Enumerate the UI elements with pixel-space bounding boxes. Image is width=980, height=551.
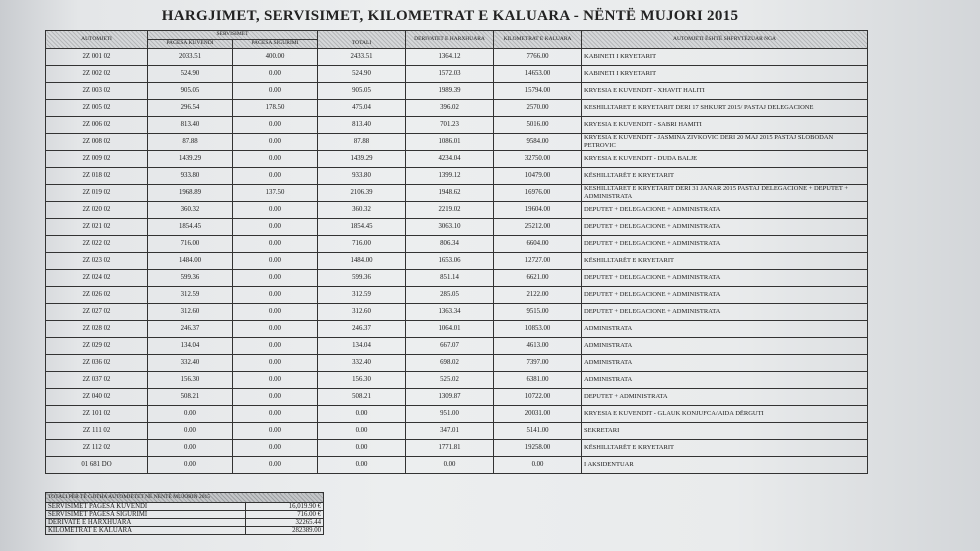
totali-cell: 134.04 [318, 337, 406, 354]
kilometrat-cell: 9515.00 [494, 303, 582, 320]
totals-row [46, 503, 324, 511]
vehicle-code: 2Z 019 02 [46, 184, 148, 201]
shfrytezuar-cell: DEPUTET + ADMINISTRATA [582, 388, 868, 405]
pagesa-sigurimi-cell: 0.00 [233, 439, 318, 456]
table-row [46, 252, 868, 269]
pagesa-sigurimi-cell: 0.00 [233, 82, 318, 99]
kilometrat-cell: 20031.00 [494, 405, 582, 422]
kilometrat-cell: 6621.00 [494, 269, 582, 286]
totali-cell: 508.21 [318, 388, 406, 405]
kilometrat-cell: 7766.00 [494, 48, 582, 65]
table-row [46, 48, 868, 65]
pagesa-sigurimi-cell: 178.50 [233, 99, 318, 116]
pagesa-sigurimi-cell: 0.00 [233, 371, 318, 388]
vehicle-code: 2Z 009 02 [46, 150, 148, 167]
pagesa-kuvendi-cell: 87.88 [148, 133, 233, 150]
vehicle-code: 2Z 005 02 [46, 99, 148, 116]
totali-cell: 2106.39 [318, 184, 406, 201]
table-body [46, 48, 868, 473]
kilometrat-cell: 9584.00 [494, 133, 582, 150]
totali-cell: 524.90 [318, 65, 406, 82]
totals-value: 16,019.90 € [246, 503, 324, 511]
kilometrat-cell: 16976.00 [494, 184, 582, 201]
totals-value: 716.00 € [246, 511, 324, 519]
table-row [46, 218, 868, 235]
derivate-cell: 525.02 [406, 371, 494, 388]
table-row [46, 371, 868, 388]
shfrytezuar-cell: DEPUTET + DELEGACIONE + ADMINISTRATA [582, 303, 868, 320]
kilometrat-cell: 15794.00 [494, 82, 582, 99]
shfrytezuar-cell: KRYESIA E KUVENDIT - JASMINA ZIVKOVIC DERI 20 MAJ 2015 PASTAJ SLOBODAN PETROVIC [582, 133, 868, 150]
shfrytezuar-cell: ADMINISTRATA [582, 354, 868, 371]
pagesa-kuvendi-cell: 1968.89 [148, 184, 233, 201]
totals-label: SERVISIMET PAGESA SIGURIMI [46, 511, 246, 519]
pagesa-sigurimi-cell: 0.00 [233, 167, 318, 184]
vehicle-code: 2Z 003 02 [46, 82, 148, 99]
derivate-cell: 285.05 [406, 286, 494, 303]
pagesa-kuvendi-cell: 524.90 [148, 65, 233, 82]
kilometrat-cell: 12727.00 [494, 252, 582, 269]
kilometrat-cell: 0.00 [494, 456, 582, 473]
shfrytezuar-cell: KRYESIA E KUVENDIT - SABRI HAMITI [582, 116, 868, 133]
kilometrat-cell: 14653.00 [494, 65, 582, 82]
pagesa-sigurimi-cell: 0.00 [233, 422, 318, 439]
totali-cell: 933.80 [318, 167, 406, 184]
derivate-cell: 4234.04 [406, 150, 494, 167]
vehicle-code: 2Z 112 02 [46, 439, 148, 456]
pagesa-sigurimi-cell: 0.00 [233, 218, 318, 235]
derivate-cell: 396.02 [406, 99, 494, 116]
table-row [46, 235, 868, 252]
kilometrat-cell: 7397.00 [494, 354, 582, 371]
table-row [46, 405, 868, 422]
vehicle-code: 2Z 021 02 [46, 218, 148, 235]
vehicle-code: 2Z 036 02 [46, 354, 148, 371]
shfrytezuar-cell: ADMINISTRATA [582, 337, 868, 354]
totali-cell: 1484.00 [318, 252, 406, 269]
pagesa-kuvendi-cell: 933.80 [148, 167, 233, 184]
vehicle-code: 2Z 022 02 [46, 235, 148, 252]
totals-table [45, 492, 324, 535]
vehicle-code: 2Z 037 02 [46, 371, 148, 388]
pagesa-kuvendi-cell: 360.32 [148, 201, 233, 218]
totali-cell: 360.32 [318, 201, 406, 218]
pagesa-sigurimi-cell: 0.00 [233, 269, 318, 286]
vehicle-code: 2Z 006 02 [46, 116, 148, 133]
vehicle-code: 2Z 024 02 [46, 269, 148, 286]
vehicle-code: 2Z 023 02 [46, 252, 148, 269]
table-row [46, 303, 868, 320]
pagesa-sigurimi-cell: 0.00 [233, 116, 318, 133]
pagesa-kuvendi-cell: 1854.45 [148, 218, 233, 235]
table-row [46, 422, 868, 439]
shfrytezuar-cell: DEPUTET + DELEGACIONE + ADMINISTRATA [582, 269, 868, 286]
derivate-cell: 1653.06 [406, 252, 494, 269]
totali-cell: 1854.45 [318, 218, 406, 235]
table-row [46, 286, 868, 303]
derivate-cell: 1309.87 [406, 388, 494, 405]
pagesa-sigurimi-cell: 0.00 [233, 133, 318, 150]
pagesa-kuvendi-cell: 312.60 [148, 303, 233, 320]
shfrytezuar-cell: KABINETI I KRYETARIT [582, 65, 868, 82]
pagesa-sigurimi-cell: 137.50 [233, 184, 318, 201]
vehicle-code: 2Z 001 02 [46, 48, 148, 65]
pagesa-kuvendi-cell: 246.37 [148, 320, 233, 337]
totali-cell: 0.00 [318, 456, 406, 473]
header-automjeti: AUTOMJETI [46, 31, 148, 49]
kilometrat-cell: 25212.00 [494, 218, 582, 235]
vehicle-code: 2Z 101 02 [46, 405, 148, 422]
shfrytezuar-cell: DEPUTET + DELEGACIONE + ADMINISTRATA [582, 235, 868, 252]
derivate-cell: 347.01 [406, 422, 494, 439]
derivate-cell: 1064.01 [406, 320, 494, 337]
header-totali: TOTALI [318, 31, 406, 49]
shfrytezuar-cell: KESHILLTARET E KRYETARIT DERI 17 SHKURT 2015/ PASTAJ DELEGACIONE [582, 99, 868, 116]
table-row [46, 133, 868, 150]
table-row [46, 82, 868, 99]
shfrytezuar-cell: ADMINISTRATA [582, 371, 868, 388]
derivate-cell: 1086.01 [406, 133, 494, 150]
vehicles-table [45, 30, 868, 474]
kilometrat-cell: 5016.00 [494, 116, 582, 133]
totali-cell: 0.00 [318, 405, 406, 422]
kilometrat-cell: 6604.00 [494, 235, 582, 252]
pagesa-sigurimi-cell: 0.00 [233, 456, 318, 473]
vehicle-code: 2Z 020 02 [46, 201, 148, 218]
table-row [46, 116, 868, 133]
totali-cell: 246.37 [318, 320, 406, 337]
pagesa-kuvendi-cell: 813.40 [148, 116, 233, 133]
table-row [46, 388, 868, 405]
table-row [46, 167, 868, 184]
pagesa-kuvendi-cell: 905.05 [148, 82, 233, 99]
totali-cell: 813.40 [318, 116, 406, 133]
derivate-cell: 951.00 [406, 405, 494, 422]
vehicle-code: 01 681 DO [46, 456, 148, 473]
totali-cell: 87.88 [318, 133, 406, 150]
derivate-cell: 0.00 [406, 456, 494, 473]
kilometrat-cell: 10853.00 [494, 320, 582, 337]
shfrytezuar-cell: ADMINISTRATA [582, 320, 868, 337]
derivate-cell: 1989.39 [406, 82, 494, 99]
totals-value: 32265.44 [246, 519, 324, 527]
pagesa-sigurimi-cell: 0.00 [233, 303, 318, 320]
pagesa-kuvendi-cell: 0.00 [148, 439, 233, 456]
shfrytezuar-cell: KËSHILLTARËT E KRYETARIT [582, 252, 868, 269]
derivate-cell: 1771.81 [406, 439, 494, 456]
header-pagesa-sigurimi: PAGESA SIGURIMI [233, 39, 318, 48]
pagesa-kuvendi-cell: 0.00 [148, 405, 233, 422]
pagesa-kuvendi-cell: 134.04 [148, 337, 233, 354]
header-pagesa-kuvendi: PAGESA KUVENDI [148, 39, 233, 48]
pagesa-kuvendi-cell: 2033.51 [148, 48, 233, 65]
pagesa-sigurimi-cell: 0.00 [233, 405, 318, 422]
derivate-cell: 667.07 [406, 337, 494, 354]
totali-cell: 312.59 [318, 286, 406, 303]
header-shfrytezuar: AUTOMJETI ËSHTË SHFRYTËZUAR NGA [582, 31, 868, 49]
totals-value: 282389.00 [246, 527, 324, 535]
derivate-cell: 3063.10 [406, 218, 494, 235]
totali-cell: 599.36 [318, 269, 406, 286]
pagesa-kuvendi-cell: 716.00 [148, 235, 233, 252]
table-row [46, 269, 868, 286]
kilometrat-cell: 6381.00 [494, 371, 582, 388]
pagesa-sigurimi-cell: 0.00 [233, 201, 318, 218]
derivate-cell: 851.14 [406, 269, 494, 286]
pagesa-sigurimi-cell: 0.00 [233, 320, 318, 337]
header-kilometrat: KILOMETRAT E KALUARA [494, 31, 582, 49]
kilometrat-cell: 19258.00 [494, 439, 582, 456]
derivate-cell: 1572.03 [406, 65, 494, 82]
shfrytezuar-cell: I AKSIDENTUAR [582, 456, 868, 473]
shfrytezuar-cell: KRYESIA E KUVENDIT - XHAVIT HALITI [582, 82, 868, 99]
shfrytezuar-cell: DEPUTET + DELEGACIONE + ADMINISTRATA [582, 286, 868, 303]
totali-cell: 716.00 [318, 235, 406, 252]
derivate-cell: 1363.34 [406, 303, 494, 320]
pagesa-sigurimi-cell: 0.00 [233, 235, 318, 252]
pagesa-kuvendi-cell: 508.21 [148, 388, 233, 405]
totali-cell: 0.00 [318, 422, 406, 439]
kilometrat-cell: 19604.00 [494, 201, 582, 218]
table-row [46, 354, 868, 371]
totals-heading: TOTALI PËR TË GJITHA AUTOMJETET NË NËNTË MUJORIN 2015 [46, 493, 324, 503]
shfrytezuar-cell: KRYESIA E KUVENDIT - GLAUK KONJUFCA/AIDA DËRGUTI [582, 405, 868, 422]
derivate-cell: 806.34 [406, 235, 494, 252]
totali-cell: 2433.51 [318, 48, 406, 65]
table-row [46, 150, 868, 167]
table-row [46, 320, 868, 337]
vehicle-code: 2Z 026 02 [46, 286, 148, 303]
kilometrat-cell: 2570.00 [494, 99, 582, 116]
pagesa-kuvendi-cell: 296.54 [148, 99, 233, 116]
vehicle-code: 2Z 111 02 [46, 422, 148, 439]
totals-label: KILOMETRAT E KALUARA [46, 527, 246, 535]
table-row [46, 456, 868, 473]
vehicle-code: 2Z 018 02 [46, 167, 148, 184]
pagesa-sigurimi-cell: 0.00 [233, 337, 318, 354]
header-servisimet: SERVISIMET [148, 31, 318, 40]
totali-cell: 1439.29 [318, 150, 406, 167]
pagesa-kuvendi-cell: 332.40 [148, 354, 233, 371]
totali-cell: 905.05 [318, 82, 406, 99]
pagesa-sigurimi-cell: 0.00 [233, 65, 318, 82]
table-row [46, 201, 868, 218]
totals-label: SERVISIMET PAGESA KUVENDI [46, 503, 246, 511]
derivate-cell: 1364.12 [406, 48, 494, 65]
vehicle-code: 2Z 029 02 [46, 337, 148, 354]
shfrytezuar-cell: KABINETI I KRYETARIT [582, 48, 868, 65]
kilometrat-cell: 5141.00 [494, 422, 582, 439]
table-row [46, 439, 868, 456]
pagesa-sigurimi-cell: 0.00 [233, 252, 318, 269]
shfrytezuar-cell: KËSHILLTARËT E KRYETARIT [582, 167, 868, 184]
derivate-cell: 698.02 [406, 354, 494, 371]
pagesa-kuvendi-cell: 0.00 [148, 422, 233, 439]
derivate-cell: 1399.12 [406, 167, 494, 184]
totals-label: DERIVATE E HARXHUARA [46, 519, 246, 527]
derivate-cell: 1948.62 [406, 184, 494, 201]
totals-row [46, 519, 324, 527]
shfrytezuar-cell: DEPUTET + DELEGACIONE + ADMINISTRATA [582, 201, 868, 218]
totali-cell: 312.60 [318, 303, 406, 320]
pagesa-sigurimi-cell: 0.00 [233, 286, 318, 303]
pagesa-sigurimi-cell: 400.00 [233, 48, 318, 65]
totali-cell: 475.04 [318, 99, 406, 116]
kilometrat-cell: 10479.00 [494, 167, 582, 184]
table-row [46, 65, 868, 82]
table-row [46, 99, 868, 116]
kilometrat-cell: 10722.00 [494, 388, 582, 405]
shfrytezuar-cell: KESHILLTARET E KRYETARIT DERI 31 JANAR 2015 PASTAJ DELEGACIONE + DEPUTET + ADMINISTRATA [582, 184, 868, 201]
pagesa-sigurimi-cell: 0.00 [233, 150, 318, 167]
vehicle-code: 2Z 002 02 [46, 65, 148, 82]
pagesa-kuvendi-cell: 156.30 [148, 371, 233, 388]
header-derivate: DERIVATET E HARXHUARA [406, 31, 494, 49]
table-row [46, 337, 868, 354]
vehicle-code: 2Z 040 02 [46, 388, 148, 405]
totali-cell: 156.30 [318, 371, 406, 388]
pagesa-kuvendi-cell: 1484.00 [148, 252, 233, 269]
derivate-cell: 701.23 [406, 116, 494, 133]
vehicle-code: 2Z 027 02 [46, 303, 148, 320]
kilometrat-cell: 2122.00 [494, 286, 582, 303]
vehicle-code: 2Z 008 02 [46, 133, 148, 150]
pagesa-kuvendi-cell: 0.00 [148, 456, 233, 473]
shfrytezuar-cell: KRYESIA E KUVENDIT - DUDA BALJE [582, 150, 868, 167]
totali-cell: 332.40 [318, 354, 406, 371]
pagesa-kuvendi-cell: 312.59 [148, 286, 233, 303]
document-title: HARGJIMET, SERVISIMET, KILOMETRAT E KALUARA - NËNTË MUJORI 2015 [161, 8, 739, 24]
totals-row [46, 527, 324, 535]
pagesa-sigurimi-cell: 0.00 [233, 388, 318, 405]
totali-cell: 0.00 [318, 439, 406, 456]
totals-row [46, 511, 324, 519]
derivate-cell: 2219.02 [406, 201, 494, 218]
vehicle-code: 2Z 028 02 [46, 320, 148, 337]
pagesa-kuvendi-cell: 1439.29 [148, 150, 233, 167]
pagesa-sigurimi-cell: 0.00 [233, 354, 318, 371]
table-row [46, 184, 868, 201]
shfrytezuar-cell: DEPUTET + DELEGACIONE + ADMINISTRATA [582, 218, 868, 235]
shfrytezuar-cell: SEKRETARI [582, 422, 868, 439]
shfrytezuar-cell: KËSHILLTARËT E KRYETARIT [582, 439, 868, 456]
kilometrat-cell: 4613.00 [494, 337, 582, 354]
pagesa-kuvendi-cell: 599.36 [148, 269, 233, 286]
kilometrat-cell: 32750.00 [494, 150, 582, 167]
